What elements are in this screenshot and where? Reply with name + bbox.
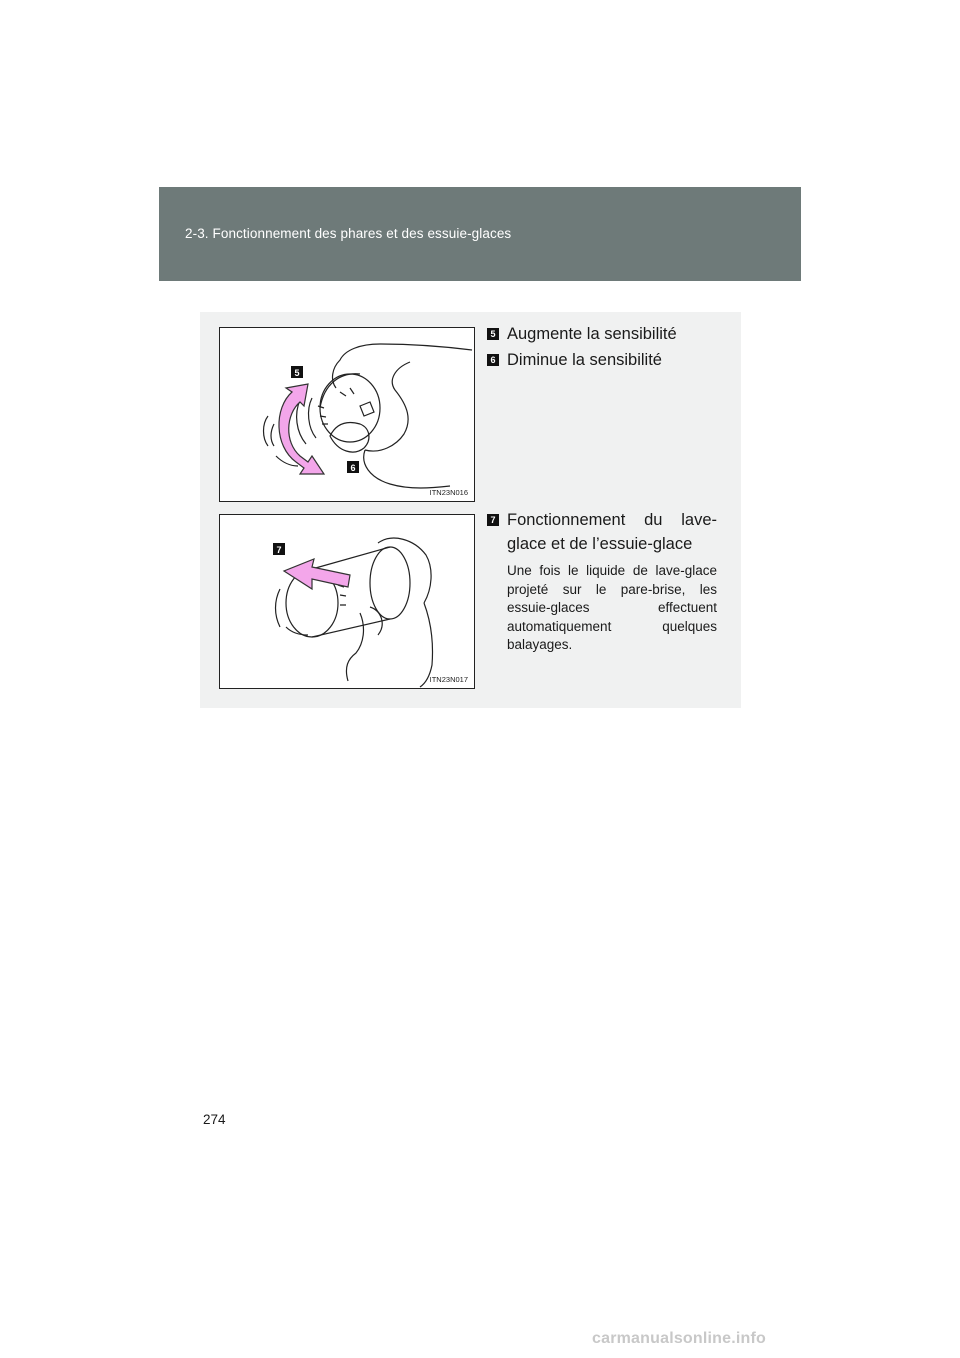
section-header-band bbox=[159, 187, 801, 281]
page-number: 274 bbox=[203, 1112, 226, 1127]
figure-code: ITN23N016 bbox=[429, 488, 468, 497]
illustration-washer-pull bbox=[219, 514, 475, 689]
item-description: Une fois le liquide de lave-glace projeté sur le pare-brise, les essuie-glaces effectuent automatiquement quelques balayages. bbox=[507, 563, 717, 652]
hand-pulling-stalk-illustration bbox=[220, 515, 474, 688]
illustration-sensitivity-dial bbox=[219, 327, 475, 502]
item-marker: 7 bbox=[487, 514, 499, 526]
figure-marker-5: 5 bbox=[294, 368, 300, 378]
item-label: Augmente la sensibilité bbox=[507, 325, 677, 343]
section-title: 2-3. Fonctionnement des phares et des essuie-glaces bbox=[185, 226, 512, 241]
hand-turning-dial-illustration bbox=[220, 328, 474, 501]
item-marker: 6 bbox=[487, 354, 499, 366]
figure-marker-7: 7 bbox=[276, 545, 282, 555]
item-marker: 5 bbox=[487, 328, 499, 340]
watermark-text: carmanualsonline.info bbox=[592, 1330, 767, 1347]
pull-arrow-icon bbox=[284, 559, 350, 589]
content-panel bbox=[200, 312, 741, 708]
figure-code: ITN23N017 bbox=[429, 675, 468, 684]
item-label: Diminue la sensibilité bbox=[507, 351, 662, 369]
figure-marker-6: 6 bbox=[350, 463, 356, 473]
rotate-arrow-icon bbox=[279, 384, 324, 474]
item-label: Fonctionnement du lave-glace et de l’essuie-glace bbox=[507, 511, 717, 553]
